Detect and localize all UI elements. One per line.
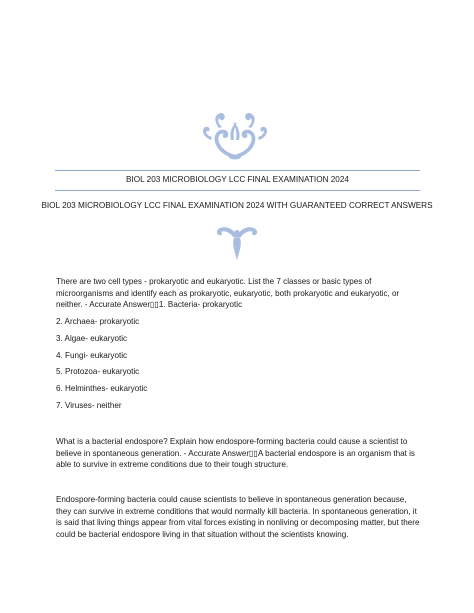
fleur-ornament-icon [214,222,260,262]
header-bottom-rule [55,190,420,191]
list-item: 2. Archaea- prokaryotic [56,316,140,326]
floral-scroll-ornament-icon [189,110,281,162]
list-item: 3. Algae- eukaryotic [56,333,128,343]
question-2-text: What is a bacterial endospore? Explain how endospore-forming bacteria could cause a scientist to believe in spontaneous generation. - Accurate Answer▯▯A bacterial endospore is an organism that is able to survive in extreme conditions due to their tough structure. [56,437,415,470]
list-item: 4. Fungi- eukaryotic [56,350,128,360]
header-top-rule [55,170,420,171]
question-1-text: There are two cell types - prokaryotic and eukaryotic. List the 7 classes or basic types of microorganisms and identify each as prokaryotic, eukaryotic, both prokaryotic and eukaryotic, or neither. - Accurate Answer▯▯1. Bacteria- prokaryotic [56,277,400,310]
list-item: 7. Viruses- neither [56,401,122,411]
question-1-block [56,276,422,412]
document-title: BIOL 203 MICROBIOLOGY LCC FINAL EXAMINATION 2024 WITH GUARANTEED CORRECT ANSWERS [41,201,433,210]
header-title: BIOL 203 MICROBIOLOGY LCC FINAL EXAMINATION 2024 [126,175,349,184]
list-item: 5. Protozoa- eukaryotic [56,367,140,377]
list-item: 6. Helminthes- eukaryotic [56,384,148,394]
answer-paragraph: Endospore-forming bacteria could cause scientists to believe in spontaneous generation because, they can survive in extreme conditions that would normally kill bacteria. In spontaneous generation, it is said that living things appear from vital forces existing in nonliving or decomposing matter, but there could be bacterial endospore living in that situation without the scientists knowing. [56,495,420,539]
